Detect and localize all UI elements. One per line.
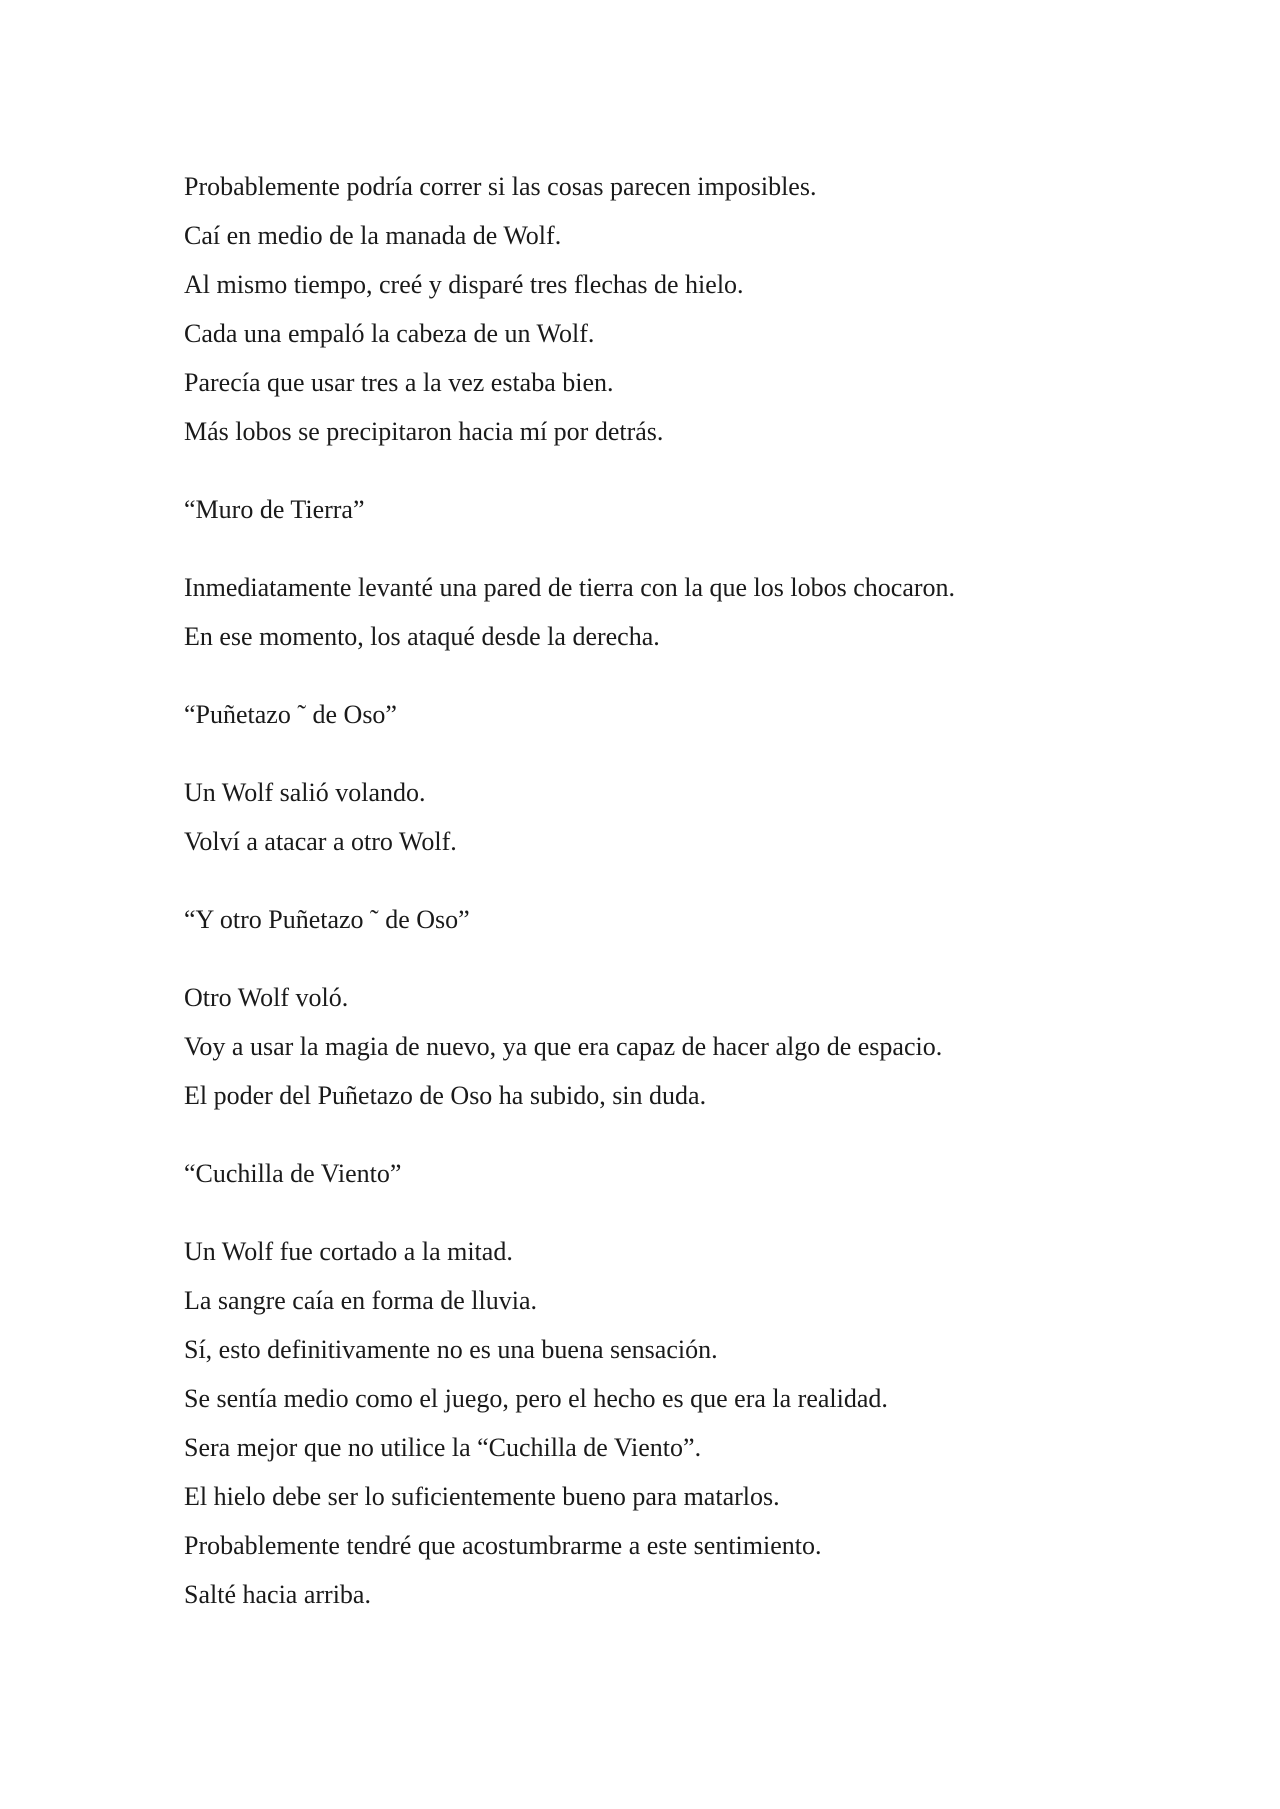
text-line: Voy a usar la magia de nuevo, ya que era capaz de hacer algo de espacio.: [184, 1032, 943, 1061]
text-line: Probablemente podría correr si las cosas parecen imposibles.: [184, 172, 817, 201]
text-line: El poder del Puñetazo de Oso ha subido, sin duda.: [184, 1081, 707, 1110]
text-line: Sí, esto definitivamente no es una buena sensación.: [184, 1335, 718, 1364]
paragraph: [184, 162, 1184, 456]
paragraph: [184, 768, 1184, 866]
text-line: “Cuchilla de Viento”: [184, 1159, 402, 1188]
text-line: Cada una empaló la cabeza de un Wolf.: [184, 319, 595, 348]
spell-dialogue: [184, 485, 1184, 534]
text-line: Inmediatamente levanté una pared de tierra con la que los lobos chocaron.: [184, 573, 956, 602]
text-line: Otro Wolf voló.: [184, 983, 349, 1012]
text-line: La sangre caía en forma de lluvia.: [184, 1286, 537, 1315]
spell-dialogue: [184, 1149, 1184, 1198]
text-line: Volví a atacar a otro Wolf.: [184, 827, 457, 856]
spell-dialogue: [184, 895, 1184, 944]
text-line: Al mismo tiempo, creé y disparé tres flechas de hielo.: [184, 270, 744, 299]
paragraph: [184, 1227, 1184, 1619]
page-body-text: [184, 162, 1184, 1619]
text-line: Salté hacia arriba.: [184, 1580, 371, 1609]
text-line: Sera mejor que no utilice la “Cuchilla de Viento”.: [184, 1433, 702, 1462]
text-line: Un Wolf fue cortado a la mitad.: [184, 1237, 513, 1266]
text-line: Más lobos se precipitaron hacia mí por detrás.: [184, 417, 664, 446]
text-line: Parecía que usar tres a la vez estaba bien.: [184, 368, 614, 397]
paragraph: [184, 973, 1184, 1120]
text-line: Un Wolf salió volando.: [184, 778, 426, 807]
spell-dialogue: [184, 690, 1184, 739]
paragraph: [184, 563, 1184, 661]
text-line: En ese momento, los ataqué desde la derecha.: [184, 622, 660, 651]
text-line: El hielo debe ser lo suficientemente bueno para matarlos.: [184, 1482, 780, 1511]
text-line: Caí en medio de la manada de Wolf.: [184, 221, 562, 250]
text-line: Probablemente tendré que acostumbrarme a este sentimiento.: [184, 1531, 822, 1560]
text-line: “Y otro Puñetazo ˜ de Oso”: [184, 905, 470, 934]
text-line: “Muro de Tierra”: [184, 495, 365, 524]
text-line: “Puñetazo ˜ de Oso”: [184, 700, 397, 729]
text-line: Se sentía medio como el juego, pero el hecho es que era la realidad.: [184, 1384, 888, 1413]
